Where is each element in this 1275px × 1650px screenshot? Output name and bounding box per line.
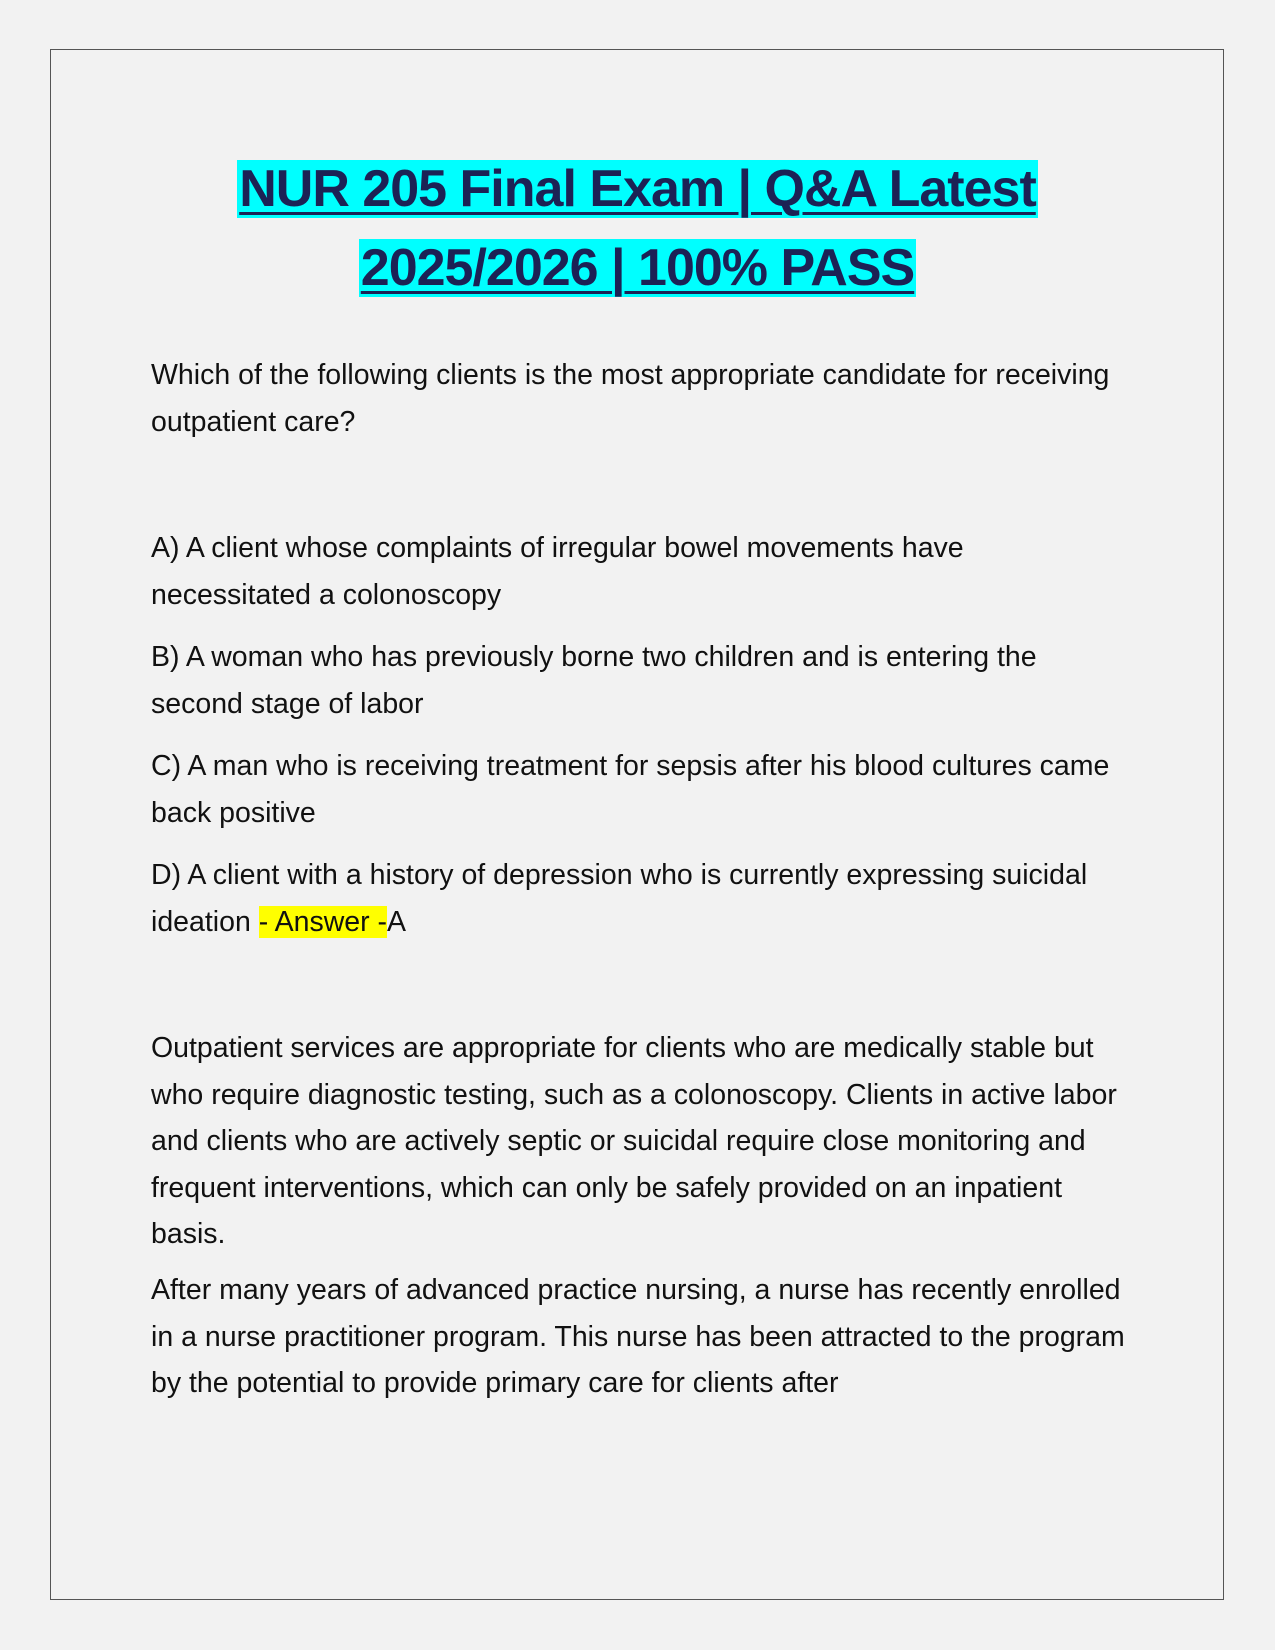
option-d-text: D) A client with a history of depression who is currently expressing suicidal ideation: [151, 859, 1088, 938]
answer-marker: - Answer -: [258, 905, 388, 938]
question-1-text: Which of the following clients is the most appropriate candidate for receiving outpatient care?: [151, 359, 1110, 438]
option-c: C) A man who is receiving treatment for sepsis after his blood cultures came back positive: [151, 750, 1110, 829]
option-a: A) A client whose complaints of irregular bowel movements have necessitated a colonoscopy: [151, 532, 964, 611]
question-2-text: After many years of advanced practice nursing, a nurse has recently enrolled in a nurse practitioner program. This nurse has been attracted to the program by the potential to provide primary care for clients after: [151, 1274, 1125, 1399]
option-d: [151, 852, 1131, 945]
page-title: [0, 150, 1275, 308]
rationale-text: Outpatient services are appropriate for clients who are medically stable but who require diagnostic testing, such as a colonoscopy. Clients in active labor and clients who are actively septic or suicidal require close monitoring and frequent interventions, which can only be safely provided on an inpatient basis.: [151, 1032, 1117, 1250]
title-line-1: NUR 205 Final Exam | Q&A Latest: [239, 160, 1036, 218]
title-line-2: 2025/2026 | 100% PASS: [360, 239, 915, 297]
answer-value: A: [387, 905, 407, 938]
option-b: B) A woman who has previously borne two children and is entering the second stage of labor: [151, 641, 1037, 720]
